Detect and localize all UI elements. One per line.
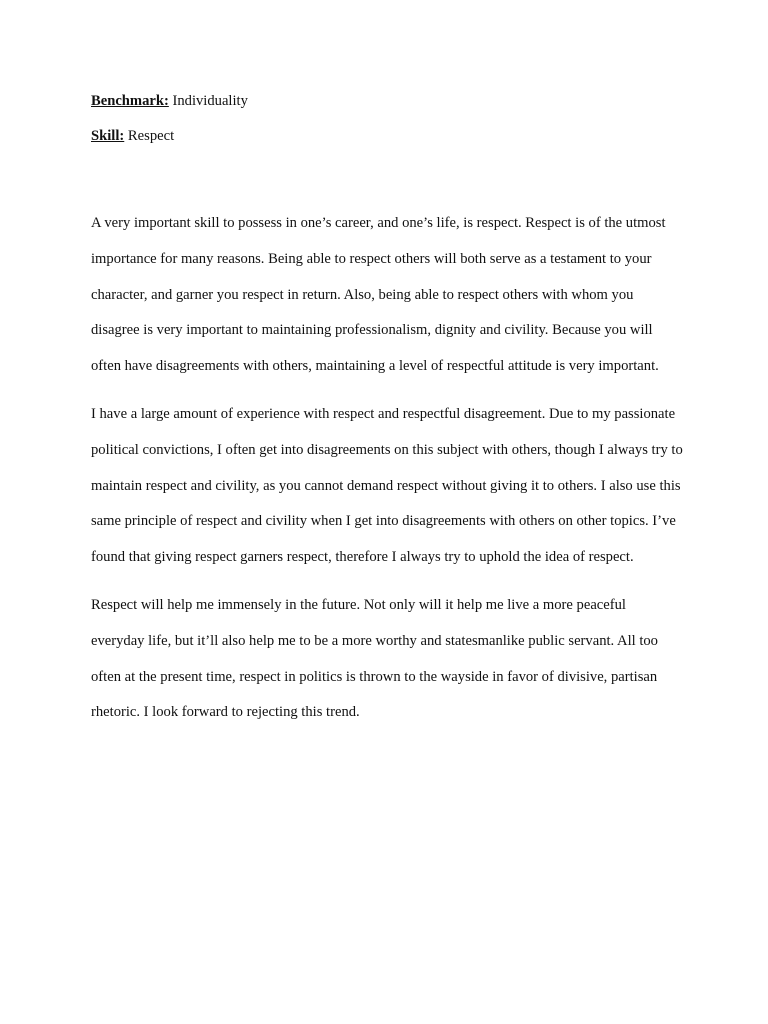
document-body xyxy=(91,206,683,731)
skill-label: Skill: xyxy=(91,128,125,144)
benchmark-value: Individuality xyxy=(172,93,248,109)
skill-value: Respect xyxy=(127,128,175,144)
benchmark-line xyxy=(91,90,683,112)
paragraph-2: I have a large amount of experience with respect and respectful disagreement. Due to my passionate political convictions, I often get into disagreements on this subject with others, though I always try to maintain respect and civility, as you cannot demand respect without giving it to others. I also use this same principle of respect and civility when I get into disagreements with others on other topics. I’ve found that giving respect garners respect, therefore I always try to uphold the idea of respect. xyxy=(91,405,683,566)
skill-line xyxy=(91,125,683,147)
paragraph-1: A very important skill to possess in one’s career, and one’s life, is respect. Respect is of the utmost importance for many reasons. Being able to respect others will both serve as a testament to your character, and garner you respect in return. Also, being able to respect others with whom you disagree is very important to maintaining professionalism, dignity and civility. Because you will often have disagreements with others, maintaining a level of respectful attitude is very important. xyxy=(91,215,666,375)
benchmark-label: Benchmark: xyxy=(91,93,169,109)
document-content xyxy=(91,90,683,731)
paragraph-3: Respect will help me immensely in the future. Not only will it help me live a more peaceful everyday life, but it’ll also help me to be a more worthy and statesmanlike public servant. All too often at the present time, respect in politics is thrown to the wayside in favor of divisive, partisan rhetoric. I look forward to rejecting this trend. xyxy=(91,596,658,721)
